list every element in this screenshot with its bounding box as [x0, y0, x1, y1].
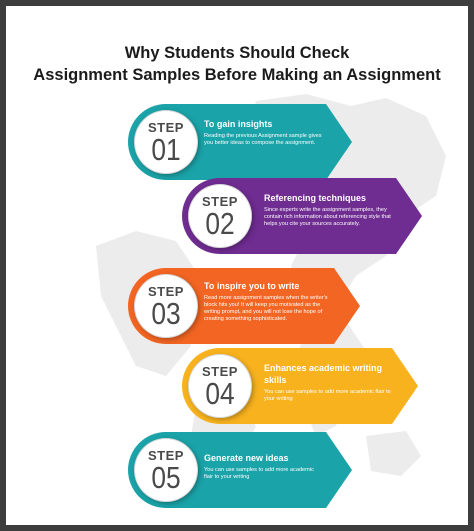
step-03-heading: To inspire you to write — [204, 281, 300, 291]
step-04-number: 04 — [205, 376, 235, 411]
step-01-label: STEP — [148, 120, 184, 135]
step-03 — [128, 268, 360, 344]
step-02-heading: Referencing techniques — [264, 193, 367, 203]
step-05-description: You can use samples to add more academic flair to your writing — [204, 467, 314, 480]
step-01-number: 01 — [151, 132, 181, 167]
step-04-label: STEP — [202, 364, 238, 379]
step-04-badge — [189, 355, 251, 417]
step-01-content — [204, 118, 324, 147]
step-04-content — [264, 362, 398, 403]
step-01-heading: To gain insights — [204, 119, 273, 129]
step-02-number: 02 — [205, 206, 235, 241]
step-02-content — [264, 192, 398, 228]
step-03-badge — [135, 275, 197, 337]
page-title — [6, 42, 468, 86]
step-03-label: STEP — [148, 284, 184, 299]
step-02 — [182, 178, 422, 254]
step-01-badge — [135, 111, 197, 173]
step-03-content — [204, 280, 334, 323]
step-03-description: Read more assignment samples when the writer's block hits you! It will keep you motivated as the writing prompt, and you will not lose the hope of creating something sophisticated. — [204, 295, 328, 322]
step-05-heading: Generate new ideas — [204, 453, 289, 463]
step-05 — [128, 432, 352, 508]
step-04-description: You can use samples to add more academic flair to your writing — [264, 389, 391, 402]
title-line-1: Why Students Should Check — [124, 44, 350, 62]
step-02-label: STEP — [202, 194, 238, 209]
step-01-description: Reading the previous Assignment sample gives you better ideas to compose the assignment. — [204, 133, 322, 146]
step-03-number: 03 — [151, 296, 181, 331]
step-05-number: 05 — [151, 460, 181, 495]
step-02-description: Since experts write the assignment samples, they contain rich information about referencing style that helps you cite your sources accurately. — [264, 207, 391, 227]
title-line-2: Assignment Samples Before Making an Assignment — [33, 66, 441, 84]
step-05-label: STEP — [148, 448, 184, 463]
step-05-content — [204, 452, 324, 481]
step-05-badge — [135, 439, 197, 501]
step-04-heading: Enhances academic writing skills — [264, 363, 383, 385]
step-02-badge — [189, 185, 251, 247]
step-04 — [182, 348, 418, 424]
step-01 — [128, 104, 352, 180]
